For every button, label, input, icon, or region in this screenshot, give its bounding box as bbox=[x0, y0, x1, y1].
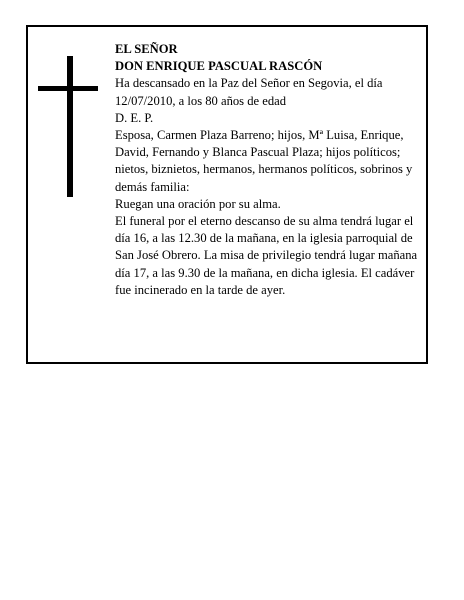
death-statement: Ha descansado en la Paz del Señor en Segovia, el día 12/07/2010, a los 80 años de edad bbox=[115, 76, 383, 108]
obituary-notice bbox=[26, 25, 428, 364]
notice-text-block bbox=[115, 41, 421, 299]
family-list: Esposa, Carmen Plaza Barreno; hijos, Mª Luisa, Enrique, David, Fernando y Blanca Pascual Plaza; hijos políticos; nietos, biznietos, hermanos, hermanos políticos, sobrinos y demás familia: bbox=[115, 128, 413, 194]
deceased-name: DON ENRIQUE PASCUAL RASCÓN bbox=[115, 59, 323, 74]
cross-vertical-bar bbox=[67, 56, 73, 197]
dep-text: D. E. P. bbox=[115, 110, 154, 125]
funeral-details: El funeral por el eterno descanso de su alma tendrá lugar el día 16, a las 12.30 de la mañana, en la iglesia parroquial de San José Obrero. La misa de privilegio tendrá lugar mañana día 17, a las 9.30 de la mañana, en dicha iglesia. El cadáver fue incinerado en la tarde de ayer. bbox=[115, 214, 418, 297]
heading-title: EL SEÑOR bbox=[115, 42, 178, 56]
prayer-request: Ruegan una oración por su alma. bbox=[115, 196, 281, 211]
cross-horizontal-bar bbox=[38, 86, 98, 91]
